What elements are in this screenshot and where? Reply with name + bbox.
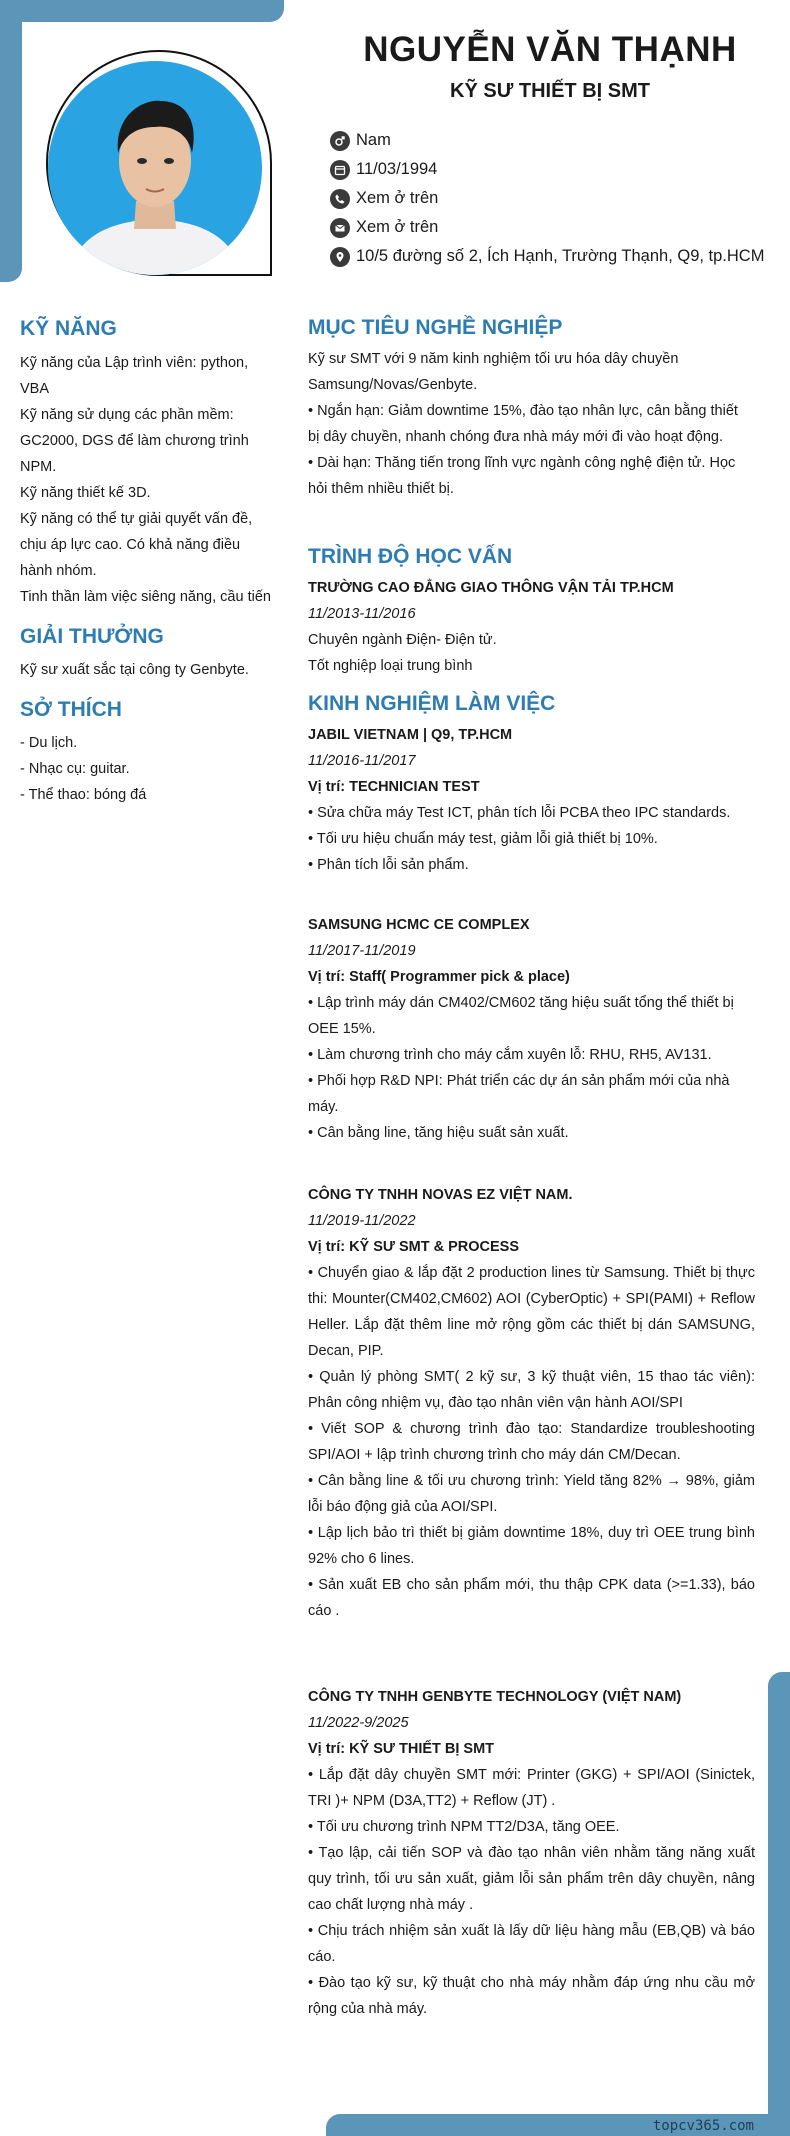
job-bullet: • Chịu trách nhiệm sản xuất là lấy dữ liệu hàng mẫu (EB,QB) và báo cáo.	[308, 1923, 755, 1965]
contact-address-value: 10/5 đường số 2, Ích Hạnh, Trường Thạnh, Q9, tp.HCM	[356, 247, 765, 265]
job-company: JABIL VIETNAM | Q9, TP.HCM	[308, 727, 513, 743]
job-bullet: • Sản xuất EB cho sản phẩm mới, thu thập CPK data (>=1.33), báo cáo .	[308, 1577, 755, 1619]
education-date: 11/2013-11/2016	[308, 606, 416, 622]
calendar-icon	[330, 160, 350, 180]
job-role: Vị trí: TECHNICIAN TEST	[308, 779, 480, 795]
profile-photo	[48, 61, 262, 275]
job-bullet: • Quản lý phòng SMT( 2 kỹ sư, 3 kỹ thuật viên, 15 thao tác viên): Phân công nhiệm vụ, đào tạo nhân viên vận hành AOI/SPI	[308, 1369, 755, 1411]
job-bullet: • Phân tích lỗi sản phẩm.	[308, 857, 469, 873]
job-role: Vị trí: KỸ SƯ THIẾT BỊ SMT	[308, 1741, 495, 1757]
job-date: 11/2019-11/2022	[308, 1213, 416, 1229]
job-samsung	[308, 912, 753, 1146]
skill-item: Kỹ năng thiết kế 3D.	[20, 485, 151, 501]
location-icon	[330, 247, 350, 267]
job-company: CÔNG TY TNHH GENBYTE TECHNOLOGY (VIỆT NAM)	[308, 1689, 682, 1705]
hobbies-title: SỞ THÍCH	[20, 698, 122, 721]
contact-gender	[330, 126, 780, 155]
hobbies-list	[20, 730, 275, 808]
contact-birthday-value: 11/03/1994	[356, 160, 438, 178]
job-bullet: • Làm chương trình cho máy cắm xuyên lỗ: RHU, RH5, AV131.	[308, 1047, 712, 1063]
skill-item: Kỹ năng sử dụng các phần mềm: GC2000, DGS để làm chương trình NPM.	[20, 407, 249, 475]
job-bullet: • Tối ưu chương trình NPM TT2/D3A, tăng OEE.	[308, 1819, 620, 1835]
contact-birthday	[330, 155, 780, 184]
education-line: Tốt nghiệp loại trung bình	[308, 658, 473, 674]
contact-address	[330, 242, 780, 271]
awards-title: GIẢI THƯỞNG	[20, 625, 164, 648]
job-bullet: • Cân bằng line, tăng hiệu suất sản xuất.	[308, 1125, 569, 1141]
skill-item: Kỹ năng của Lập trình viên: python, VBA	[20, 355, 249, 397]
hobby-item: - Du lịch.	[20, 735, 78, 751]
job-bullet: • Viết SOP & chương trình đào tạo: Standardize troubleshooting SPI/AOI + lập trình chương trình cho máy dán CM/Decan.	[308, 1421, 755, 1463]
hobby-item: - Nhạc cụ: guitar.	[20, 761, 130, 777]
contact-email-value[interactable]: Xem ở trên	[356, 218, 439, 236]
skills-title: KỸ NĂNG	[20, 317, 117, 340]
contact-list	[330, 126, 780, 271]
job-bullet: • Đào tạo kỹ sư, kỹ thuật cho nhà máy nhằm đáp ứng nhu cầu mở rộng của nhà máy.	[308, 1975, 755, 2017]
decor-bar-top	[0, 0, 284, 22]
job-bullet: • Tạo lập, cải tiến SOP và đào tạo nhân viên nhằm tăng năng xuất quy trình, tối ưu sản xuất, giảm lỗi sản phẩm trên dây chuyền, nâng cao chất lượng nhà máy .	[308, 1845, 755, 1913]
job-novas	[308, 1182, 755, 1624]
job-title: KỸ SƯ THIẾT BỊ SMT	[450, 80, 650, 102]
hobby-item: - Thể thao: bóng đá	[20, 787, 147, 803]
job-bullet: • Chuyển giao & lắp đặt 2 production lines từ Samsung. Thiết bị thực thi: Mounter(CM402,CM602) AOI (CyberOptic) + SPI(PAMI) + Reflow Heller. Lắp đặt thêm line mở rộng gồm các thiết bị dán SAMSUNG, Decan, PIP.	[308, 1265, 755, 1359]
decor-bar-left	[0, 0, 22, 282]
contact-gender-value: Nam	[356, 131, 391, 149]
contact-phone	[330, 184, 780, 213]
objective-title: MỤC TIÊU NGHỀ NGHIỆP	[308, 316, 563, 339]
education-line: Chuyên ngành Điện- Điện tử.	[308, 632, 497, 648]
decor-bar-right	[768, 1672, 790, 2136]
email-icon	[330, 218, 350, 238]
skill-item: Tinh thần làm việc siêng năng, cầu tiến	[20, 589, 271, 605]
job-role: Vị trí: Staff( Programmer pick & place)	[308, 969, 570, 985]
job-bullet: • Sửa chữa máy Test ICT, phân tích lỗi PCBA theo IPC standards.	[308, 805, 731, 821]
job-bullet: • Tối ưu hiệu chuẩn máy test, giảm lỗi giả thiết bị 10%.	[308, 831, 658, 847]
objective-body	[308, 346, 753, 502]
job-bullet: • Lập trình máy dán CM402/CM602 tăng hiệu suất tổng thể thiết bị OEE 15%.	[308, 995, 734, 1037]
objective-line: • Ngắn hạn: Giảm downtime 15%, đào tạo nhân lực, cân bằng thiết bị dây chuyền, nhanh chóng đưa nhà máy mới đi vào hoạt động.	[308, 403, 738, 445]
job-bullet: • Cân bằng line & tối ưu chương trình: Yield tăng 82% → 98%, giảm lỗi báo động giả của AOI/SPI.	[308, 1473, 755, 1515]
awards-list	[20, 657, 275, 683]
contact-phone-value[interactable]: Xem ở trên	[356, 189, 439, 207]
phone-icon	[330, 189, 350, 209]
education-school: TRƯỜNG CAO ĐẲNG GIAO THÔNG VẬN TẢI TP.HCM	[308, 580, 674, 596]
contact-email	[330, 213, 780, 242]
gender-icon	[330, 131, 350, 151]
job-date: 11/2022-9/2025	[308, 1715, 409, 1731]
job-bullet: • Lập lịch bảo trì thiết bị giảm downtime 18%, duy trì OEE trung bình 92% cho 6 lines.	[308, 1525, 755, 1567]
job-genbyte	[308, 1684, 755, 2022]
skill-item: Kỹ năng có thể tự giải quyết vấn đề, chịu áp lực cao. Có khả năng điều hành nhóm.	[20, 511, 253, 579]
job-role: Vị trí: KỸ SƯ SMT & PROCESS	[308, 1239, 520, 1255]
award-item: Kỹ sư xuất sắc tại công ty Genbyte.	[20, 662, 249, 678]
job-company: CÔNG TY TNHH NOVAS EZ VIỆT NAM.	[308, 1187, 573, 1203]
job-jabil	[308, 722, 753, 878]
job-company: SAMSUNG HCMC CE COMPLEX	[308, 917, 530, 933]
education-title: TRÌNH ĐỘ HỌC VẤN	[308, 545, 513, 568]
objective-line: • Dài hạn: Thăng tiến trong lĩnh vực ngành công nghệ điện tử. Học hỏi thêm nhiều thiết bị.	[308, 455, 736, 497]
objective-line: Kỹ sư SMT với 9 năm kinh nghiệm tối ưu hóa dây chuyền Samsung/Novas/Genbyte.	[308, 351, 679, 393]
job-bullet: • Lắp đặt dây chuyền SMT mới: Printer (GKG) + SPI/AOI (Sinictek, TRI )+ NPM (D3A,TT2) + Reflow (JT) .	[308, 1767, 755, 1809]
job-date: 11/2017-11/2019	[308, 943, 416, 959]
skills-list	[20, 350, 275, 610]
job-date: 11/2016-11/2017	[308, 753, 416, 769]
education-body	[308, 575, 753, 679]
watermark: topcv365.com	[652, 2118, 754, 2134]
experience-title: KINH NGHIỆM LÀM VIỆC	[308, 692, 556, 715]
job-bullet: • Phối hợp R&D NPI: Phát triển các dự án sản phẩm mới của nhà máy.	[308, 1073, 730, 1115]
candidate-name: NGUYỄN VĂN THẠNH	[363, 30, 737, 69]
